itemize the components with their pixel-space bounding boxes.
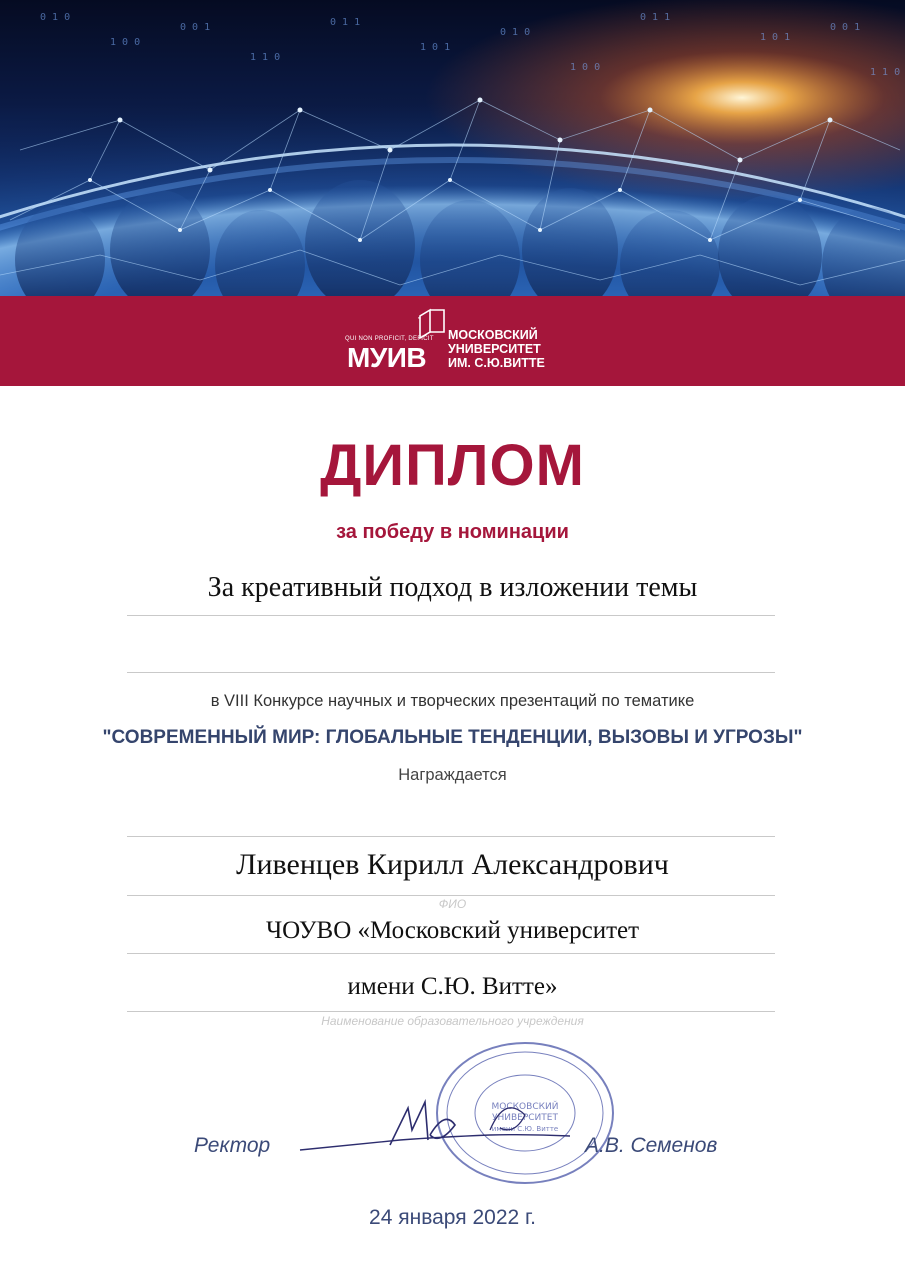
divider bbox=[127, 1011, 775, 1012]
nomination-text: За креативный подход в изложении темы bbox=[207, 572, 698, 603]
svg-text:0 1 1: 0 1 1 bbox=[330, 17, 361, 28]
divider bbox=[127, 953, 775, 954]
svg-text:1 1 0: 1 1 0 bbox=[870, 67, 901, 78]
divider bbox=[127, 615, 775, 616]
svg-text:1 0 0: 1 0 0 bbox=[570, 62, 601, 73]
logo-name-line: МОСКОВСКИЙ bbox=[448, 328, 538, 342]
svg-text:0 0 1: 0 0 1 bbox=[830, 22, 861, 33]
svg-text:1 0 0: 1 0 0 bbox=[110, 37, 141, 48]
stamp-text: УНИВЕРСИТЕТ bbox=[492, 1113, 558, 1123]
issue-date: 24 января 2022 г. bbox=[369, 1206, 536, 1229]
divider bbox=[127, 895, 775, 896]
rector-label: Ректор bbox=[194, 1134, 271, 1157]
svg-text:1 0 1: 1 0 1 bbox=[760, 32, 791, 43]
contest-description: в VIII Конкурсе научных и творческих презентаций по тематике bbox=[210, 692, 695, 710]
stamp-text: МОСКОВСКИЙ bbox=[491, 1102, 559, 1112]
svg-text:0 1 0: 0 1 0 bbox=[500, 27, 531, 38]
stamp-text: имени С.Ю. Витте bbox=[491, 1125, 559, 1133]
logo-name-line: ИМ. С.Ю.ВИТТЕ bbox=[448, 356, 545, 370]
organization-line: имени С.Ю. Витте» bbox=[347, 973, 558, 1000]
divider bbox=[127, 672, 775, 673]
book-emblem-icon bbox=[418, 308, 446, 340]
logo-name-line: УНИВЕРСИТЕТ bbox=[448, 342, 541, 356]
header-banner-image bbox=[0, 0, 905, 296]
rector-signature bbox=[290, 1090, 590, 1170]
svg-text:0 1 1: 0 1 1 bbox=[640, 12, 671, 23]
organization-line: ЧОУВО «Московский университет bbox=[265, 917, 640, 944]
rector-name: А.В. Семенов bbox=[585, 1134, 718, 1157]
logo-name bbox=[448, 328, 545, 370]
logo-abbreviation: МУИВ bbox=[347, 342, 427, 373]
diploma-title: ДИПЛОМ bbox=[320, 433, 585, 498]
svg-text:0 1 0: 0 1 0 bbox=[40, 12, 71, 23]
network-globe-illustration bbox=[0, 0, 905, 296]
svg-text:1 1 0: 1 1 0 bbox=[250, 52, 281, 63]
diploma-subtitle: за победу в номинации bbox=[336, 521, 569, 543]
contest-theme: "СОВРЕМЕННЫЙ МИР: ГЛОБАЛЬНЫЕ ТЕНДЕНЦИИ, ВЫЗОВЫ И УГРОЗЫ" bbox=[102, 727, 803, 748]
recipient-caption: ФИО bbox=[438, 897, 467, 911]
organization-caption: Наименование образовательного учреждения bbox=[321, 1014, 584, 1028]
recipient-name: Ливенцев Кирилл Александрович bbox=[236, 848, 669, 881]
university-logo bbox=[345, 306, 570, 376]
logo-motto: QUI NON PROFICIT, DEFICIT bbox=[345, 336, 434, 342]
awarded-label: Награждается bbox=[398, 766, 507, 784]
divider bbox=[127, 836, 775, 837]
svg-text:1 0 1: 1 0 1 bbox=[420, 42, 451, 53]
svg-text:0 0 1: 0 0 1 bbox=[180, 22, 211, 33]
